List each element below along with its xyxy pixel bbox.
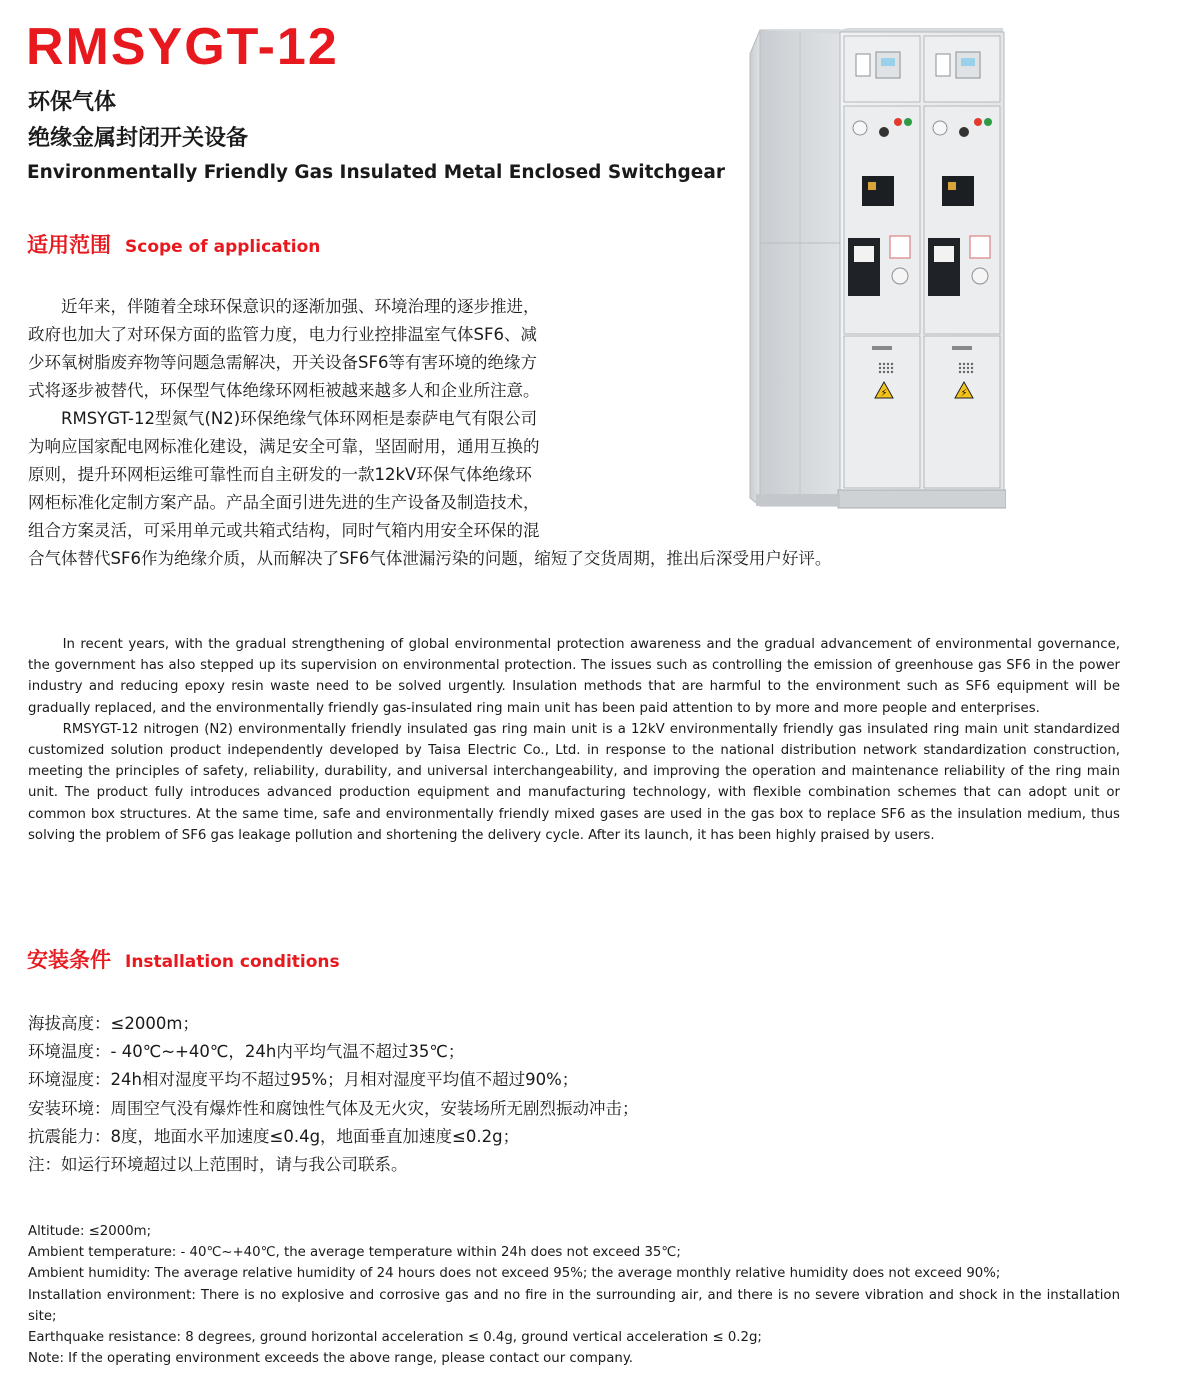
install-heading-en: Installation conditions	[125, 952, 340, 972]
install-cn-item: 海拔高度：≤2000m；	[28, 1014, 199, 1033]
scope-cn-line: 近年来，伴随着全球环保意识的逐渐加强、环境治理的逐步推进，	[28, 297, 540, 316]
scope-cn-line: 政府也加大了对环保方面的监管力度，电力行业控排温室气体SF6、减	[28, 325, 537, 344]
scope-heading-cn: 适用范围	[27, 233, 111, 257]
install-en-item: Ambient humidity: The average relative humidity of 24 hours does not exceed 95%; the average monthly relative humidity does not exceed 90%;	[28, 1266, 1001, 1282]
install-en-item: Altitude: ≤2000m;	[28, 1224, 152, 1239]
install-cn-item: 抗震能力：8度，地面水平加速度≤0.4g，地面垂直加速度≤0.2g；	[28, 1126, 520, 1146]
install-cn-item: 注：如运行环境超过以上范围时，请与我公司联系。	[28, 1155, 408, 1175]
install-cn-item: 环境温度：- 40℃~+40℃，24h内平均气温不超过35℃；	[28, 1042, 465, 1062]
svg-text:⚡: ⚡	[880, 388, 888, 399]
scope-heading-en: Scope of application	[125, 237, 321, 257]
scope-cn-line: 网柜标准化定制方案产品。产品全面引进先进的生产设备及制造技术，	[28, 493, 540, 512]
install-cn-item: 安装环境：周围空气没有爆炸性和腐蚀性气体及无火灾，安装场所无剧烈振动冲击；	[28, 1098, 639, 1118]
scope-en-paragraph: RMSYGT-12 nitrogen (N2) environmentally friendly insulated gas ring main unit is a 12kV environmentally friendly gas insulated ring main unit standardized customized solution product independently developed by Taisa Electric Co., Ltd. in response to the national distribution network standardization construction, meeting the principles of safety, reliability, durability, and universal interchangeability, and improving the operation and maintenance reliability of the ring main unit. The product fully introduces advanced production equipment and manufacturing technology, with flexible combination schemes that can adopt unit or common box structures. At the same time, safe and environmentally friendly mixed gases are used in the gas box to replace SF6 as the insulation medium, thus solving the problem of SF6 gas leakage pollution and shortening the delivery cycle. After its launch, it has been highly praised by users.	[28, 721, 1120, 843]
product-model-title: RMSYGT-12	[26, 18, 339, 76]
install-en-list	[28, 1221, 1120, 1369]
subtitle-en: Environmentally Friendly Gas Insulated Metal Enclosed Switchgear	[27, 162, 725, 183]
scope-cn-line: 组合方案灵活，可采用单元或共箱式结构，同时气箱内用安全环保的混	[28, 521, 540, 540]
install-en-item: Installation environment: There is no explosive and corrosive gas and no fire in the surrounding air, and there is no severe vibration and shock in the installation site;	[28, 1287, 1120, 1324]
scope-cn-line: 少环氧树脂废弃物等问题急需解决，开关设备SF6等有害环境的绝缘方	[28, 353, 537, 372]
install-section-heading	[27, 944, 340, 974]
scope-cn-line: 式将逐步被替代，环保型气体绝缘环网柜被越来越多人和企业所注意。	[28, 381, 540, 400]
scope-cn-paragraph	[28, 293, 968, 573]
install-cn-item: 环境湿度：24h相对湿度平均不超过95%；月相对湿度平均值不超过90%；	[28, 1070, 579, 1090]
scope-cn-line: RMSYGT-12型氮气(N2)环保绝缘气体环网柜是泰萨电气有限公司	[28, 409, 538, 428]
install-en-item: Earthquake resistance: 8 degrees, ground horizontal acceleration ≤ 0.4g, ground vertical acceleration ≤ 0.2g;	[28, 1330, 762, 1346]
install-en-item: Note: If the operating environment exceeds the above range, please contact our company.	[28, 1351, 634, 1367]
install-cn-list	[28, 1010, 639, 1179]
scope-en-paragraph: In recent years, with the gradual strengthening of global environmental protection awareness and the gradual advancement of environmental governance, the government has also stepped up its supervision on environmental protection. The issues such as controlling the emission of greenhouse gas SF6 in the power industry and reducing epoxy resin waste need to be solved urgently. Insulation methods that are harmful to the environment such as SF6 equipment will be gradually replaced, and the environmentally friendly gas-insulated ring main unit has been paid attention to by more and more people and enterprises.	[28, 637, 1120, 716]
install-heading-cn: 安装条件	[27, 948, 111, 972]
install-en-item: Ambient temperature: - 40℃~+40℃, the average temperature within 24h does not exceed 35℃;	[28, 1245, 681, 1261]
subtitle-cn-line-1: 环保气体	[28, 90, 117, 115]
scope-en-paragraphs	[28, 634, 1120, 846]
scope-cn-line: 为响应国家配电网标准化建设，满足安全可靠，坚固耐用，通用互换的	[28, 437, 540, 456]
scope-section-heading	[27, 229, 320, 259]
svg-text:⚡: ⚡	[960, 388, 968, 399]
scope-cn-line: 原则，提升环网柜运维可靠性而自主研发的一款12kV环保气体绝缘环	[28, 465, 532, 484]
scope-cn-line: 合气体替代SF6作为绝缘介质，从而解决了SF6气体泄漏污染的问题，缩短了交货周期，推出后深受用户好评。	[28, 549, 832, 568]
subtitle-cn-line-2: 绝缘金属封闭开关设备	[28, 126, 249, 151]
